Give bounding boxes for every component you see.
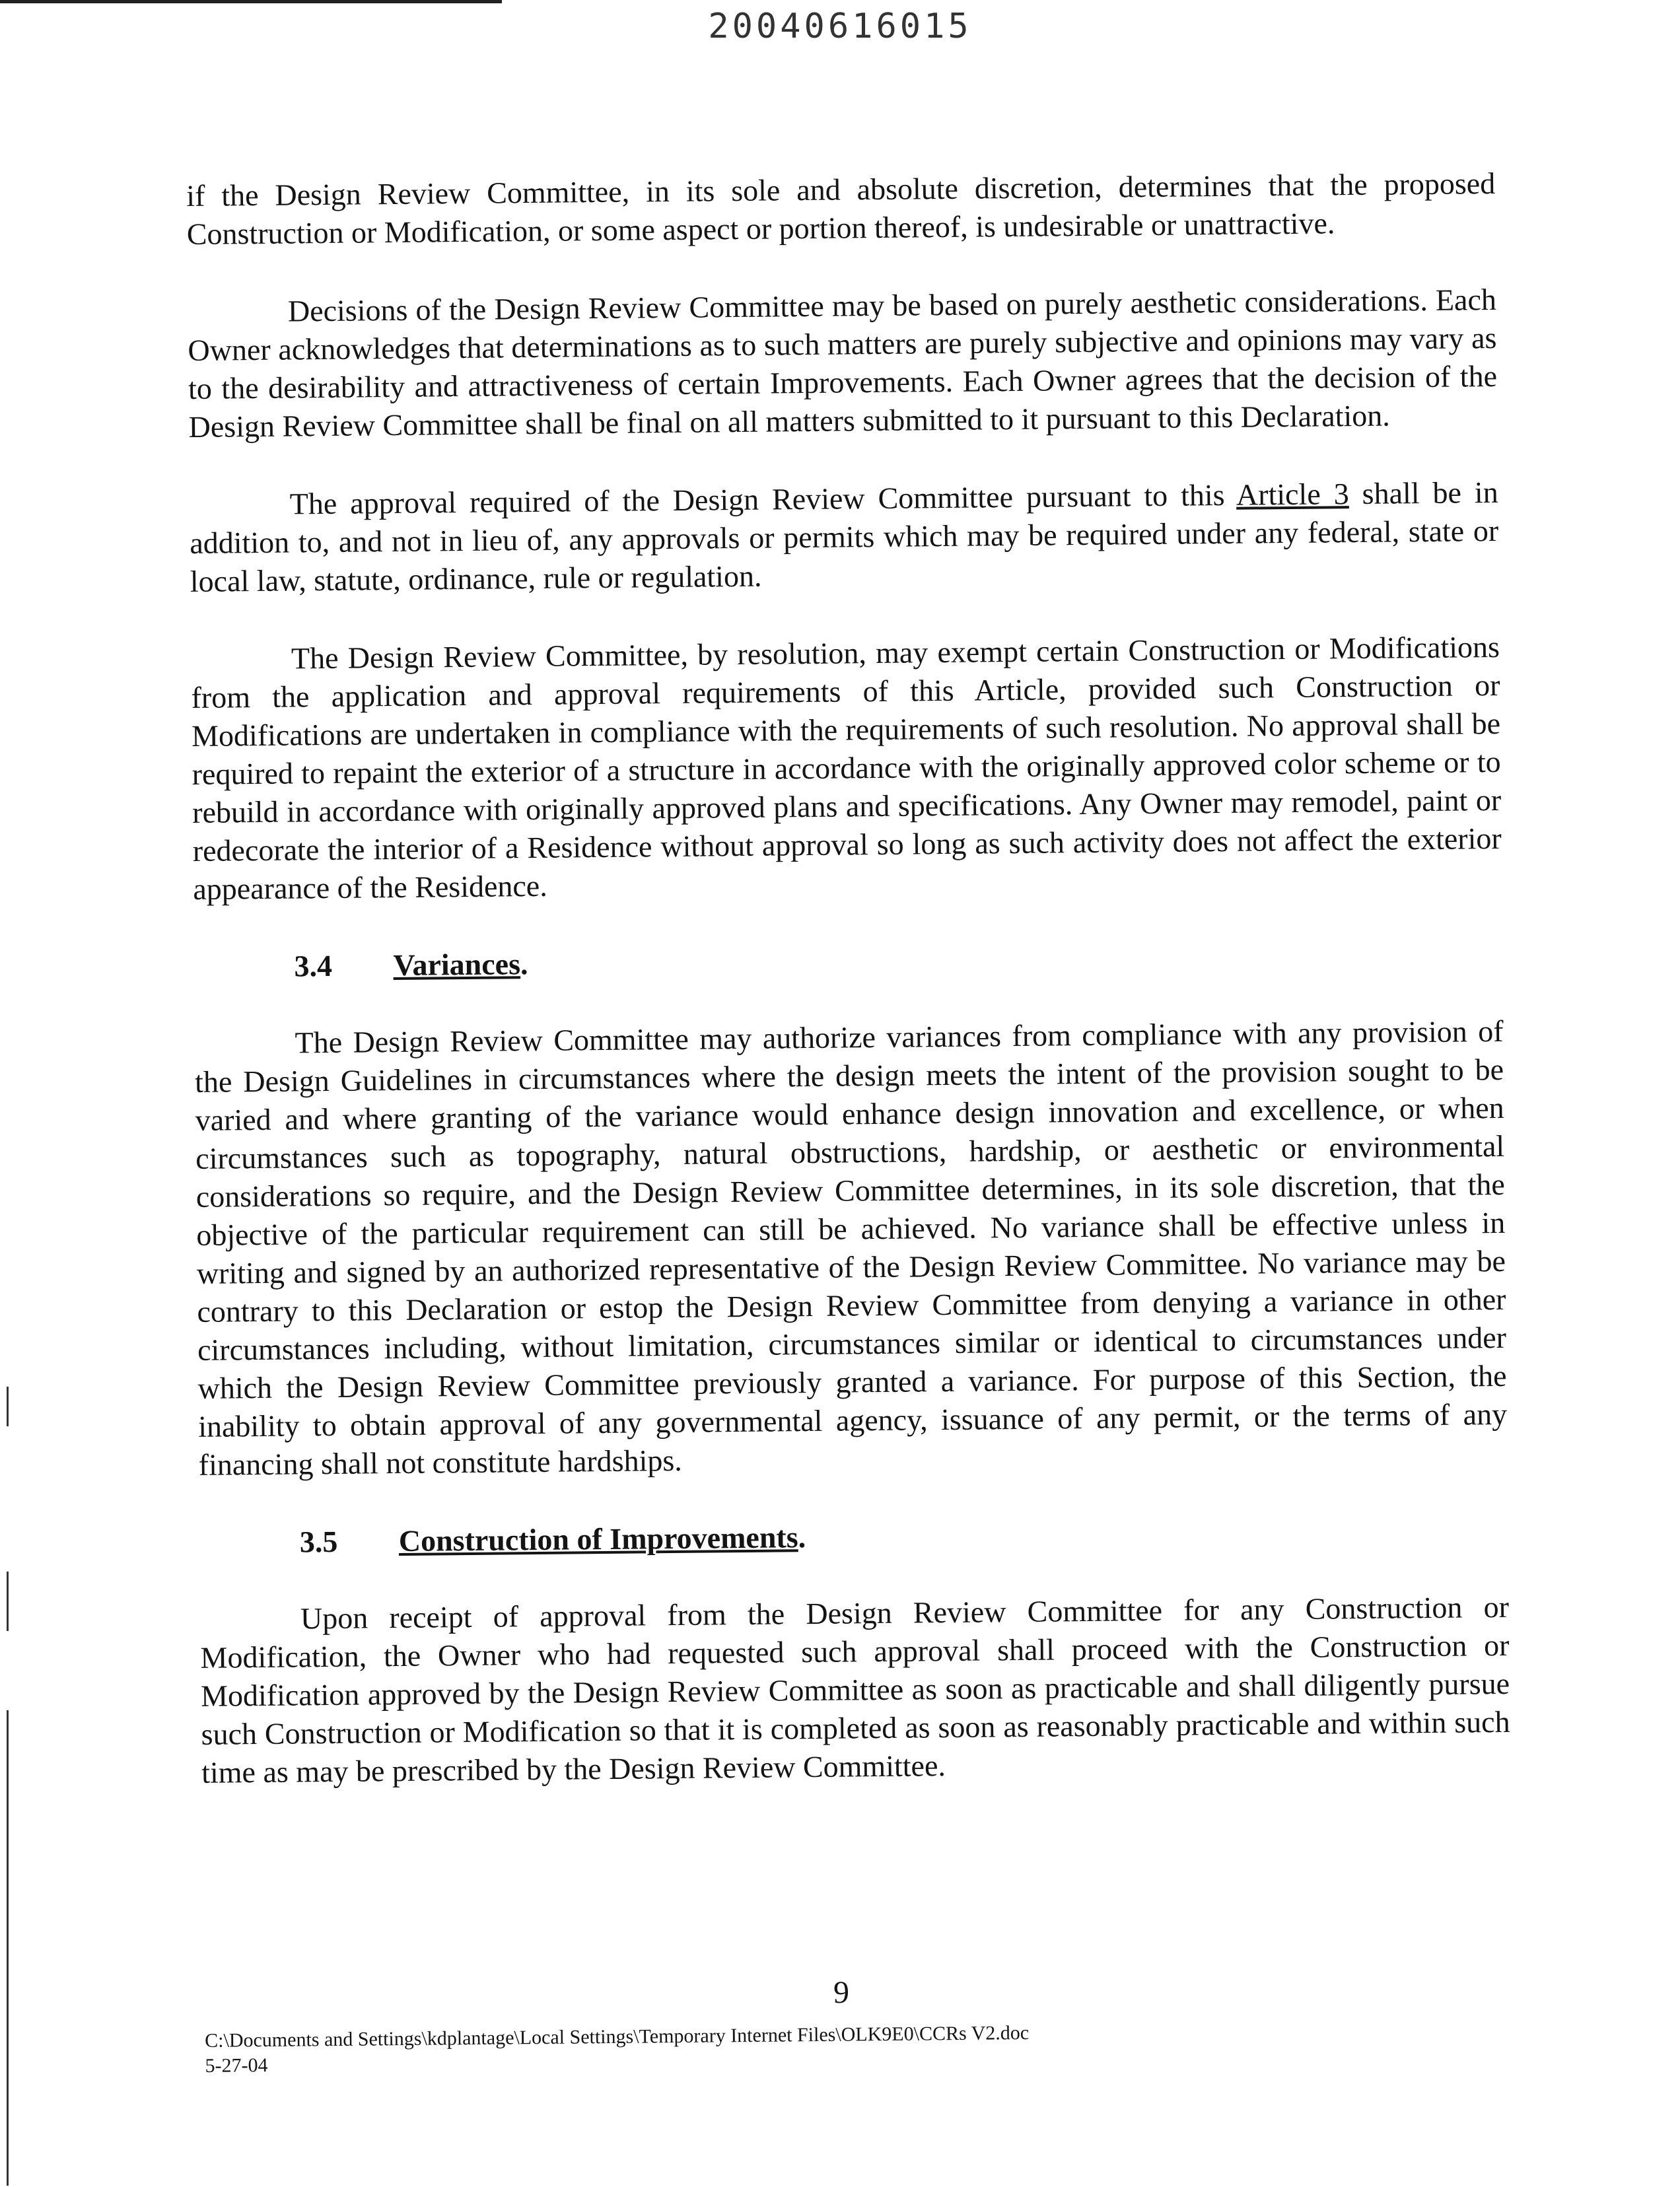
footer [205,2021,1030,2079]
paragraph-variances: The Design Review Committee may authorize variances from compliance with any provision of the Design Guidelines in circumstances where the design meets the intent of the provision sought to be varied and where granting of the variance would enhance design innovation and excellence, or when circumstances such as topography, natural obstructions, hardship, or aesthetic or environmental considerations so require, and the Design Review Committee determines, in its sole discretion, that the objective of the particular requirement can still be achieved. No variance shall be effective unless in writing and signed by an authorized representative of the Design Review Committee. No variance may be contrary to this Declaration or estop the Design Review Committee from denying a variance in other circumstances including, without limitation, circumstances similar or identical to circumstances under which the Design Review Committee previously granted a variance. For purpose of this Section, the inability to obtain approval of any governmental agency, issuance of any permit, or the terms of any financing shall not constitute hardships. [194,1014,1508,1482]
paragraph-continuation: if the Design Review Committee, in its sole and absolute discretion, determines that the proposed Construction or Modification, or some aspect or portion thereof, is undesirable or unattractive. [186,166,1496,251]
left-scan-mark [7,1387,9,1426]
top-scan-rule [0,0,502,3]
section-title: Variances [393,947,521,983]
section-title-period: . [520,947,528,981]
paragraph-construction: Upon receipt of approval from the Design Review Committee for any Construction or Modification, the Owner who had requested such approval shall proceed with the Construction or Modification approved by the Design Review Committee as soon as practicable and shall diligently pursue such Construction or Modification so that it is completed as soon as reasonably practicable and within such time as may be prescribed by the Design Review Committee. [200,1589,1510,1789]
left-scan-mark [7,1710,9,2186]
paragraph-text: shall be in addition to, and not in lieu of, any approvals or permits which may be required under any federal, state or local law, statute, ordinance, rule or regulation. [190,475,1499,598]
left-scan-mark [7,1572,9,1631]
document-number: 20040616015 [708,7,972,46]
section-title-period: . [798,1520,806,1554]
page-number: 9 [833,1975,849,2010]
section-title: Construction of Improvements [398,1520,798,1558]
section-heading-construction [199,1511,1508,1562]
paragraph-exemptions: The Design Review Committee, by resolution, may exempt certain Construction or Modifications from the application and approval requirements of this Article, provided such Construction or Modifications are undertaken in compliance with the requirements of such resolution. No approval shall be required to repaint the exterior of a structure in accordance with the originally approved color scheme or to rebuild in accordance with originally approved plans and specifications. Any Owner may remodel, paint or redecorate the interior of a Residence without approval so long as such activity does not affect the exterior appearance of the Residence. [191,629,1502,906]
section-number: 3.4 [294,948,333,983]
paragraph-decisions: Decisions of the Design Review Committee may be based on purely aesthetic considerations. Each Owner acknowledges that determinations as to such matters are purely subjective and opinions may vary as to the desirability and attractiveness of certain Improvements. Each Owner agrees that the decision of the Design Review Committee shall be final on all matters submitted to it pursuant to this Declaration. [188,282,1498,444]
section-heading-variances [193,936,1502,987]
document-body [186,164,1511,1832]
article-reference: Article 3 [1236,477,1349,512]
file-path: C:\Documents and Settings\kdplantage\Local Settings\Temporary Internet Files\OLK9E0\CCRs V2.doc [205,2022,1030,2052]
paragraph-text: The approval required of the Design Review Committee pursuant to this [289,477,1237,521]
footer-date: 5-27-04 [205,2054,268,2077]
paragraph-approval-required [189,473,1499,601]
section-number: 3.5 [299,1524,338,1559]
